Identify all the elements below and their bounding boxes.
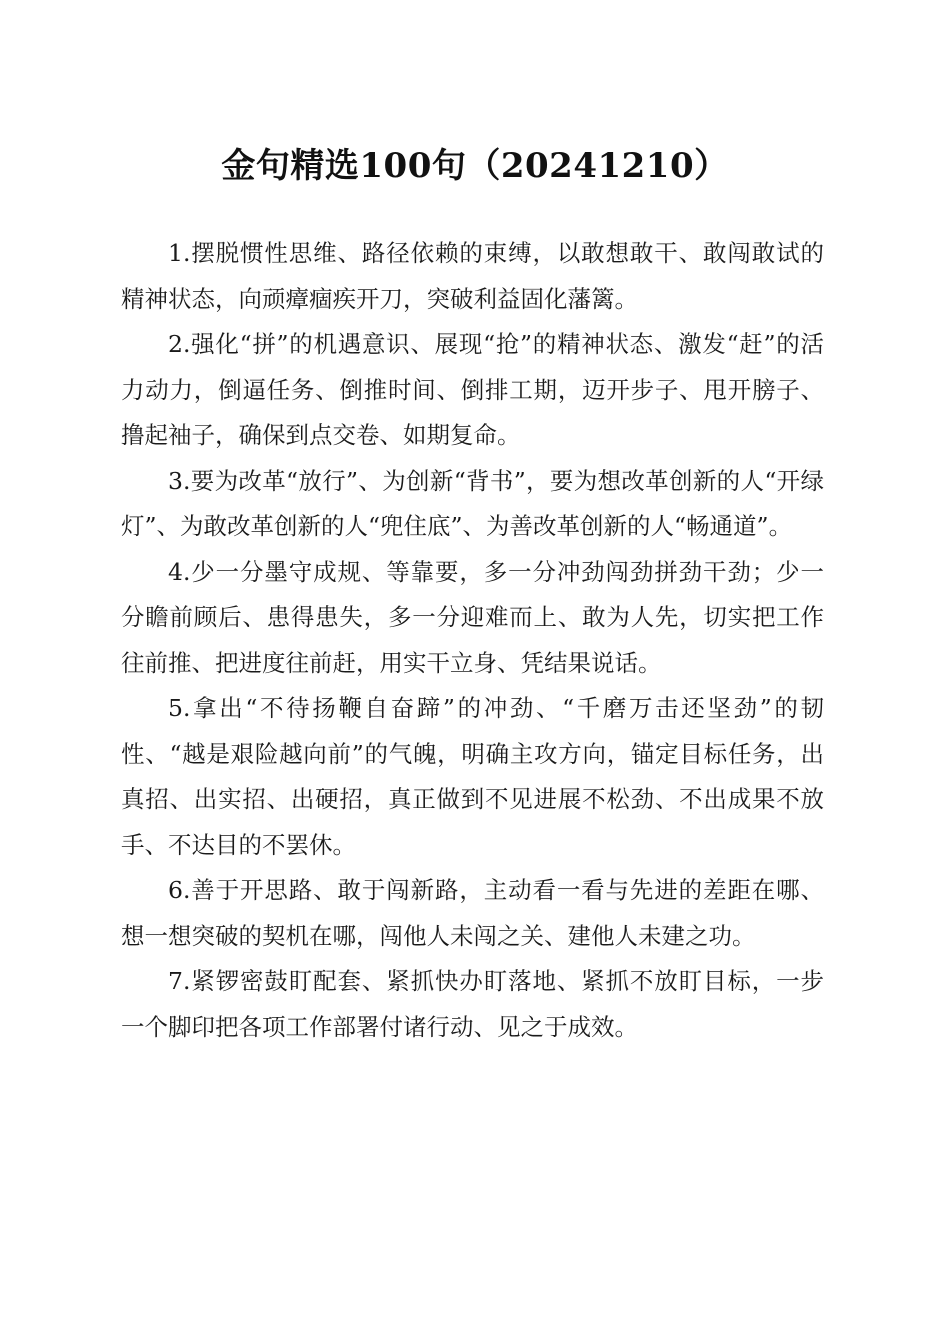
- paragraph-5: 5.拿出“不待扬鞭自奋蹄”的冲劲、“千磨万击还坚劲”的韧性、“越是艰险越向前”的气魄，明确主攻方向，锚定目标任务，出真招、出实招、出硬招，真正做到不见进展不松劲、不出成果不放手、不达目的不罢休。: [121, 694, 824, 859]
- paragraph-4: 4.少一分墨守成规、等靠要，多一分冲劲闯劲拼劲干劲；少一分瞻前顾后、患得患失，多一分迎难而上、敢为人先，切实把工作往前推、把进度往前赶，用实干立身、凭结果说话。: [121, 557, 824, 677]
- paragraph-2: 2.强化“拼”的机遇意识、展现“抢”的精神状态、激发“赶”的活力动力，倒逼任务、倒推时间、倒排工期，迈开步子、甩开膀子、撸起袖子，确保到点交卷、如期复命。: [121, 330, 824, 449]
- paragraph-3: 3.要为改革“放行”、为创新“背书”，要为想改革创新的人“开绿灯”、为敢改革创新的人“兜住底”、为善改革创新的人“畅通道”。: [121, 466, 824, 540]
- document-title: 金句精选100句（20241210）: [221, 146, 729, 186]
- paragraph-7: 7.紧锣密鼓盯配套、紧抓快办盯落地、紧抓不放盯目标，一步一个脚印把各项工作部署付诸行动、见之于成效。: [121, 967, 824, 1041]
- paragraph-6: 6.善于开思路、敢于闯新路，主动看一看与先进的差距在哪、想一想突破的契机在哪，闯他人未闯之关、建他人未建之功。: [121, 876, 824, 950]
- paragraph-1: 1.摆脱惯性思维、路径依赖的束缚，以敢想敢干、敢闯敢试的精神状态，向顽瘴痼疾开刀，突破利益固化藩篱。: [121, 239, 824, 313]
- document-body: [121, 231, 824, 1050]
